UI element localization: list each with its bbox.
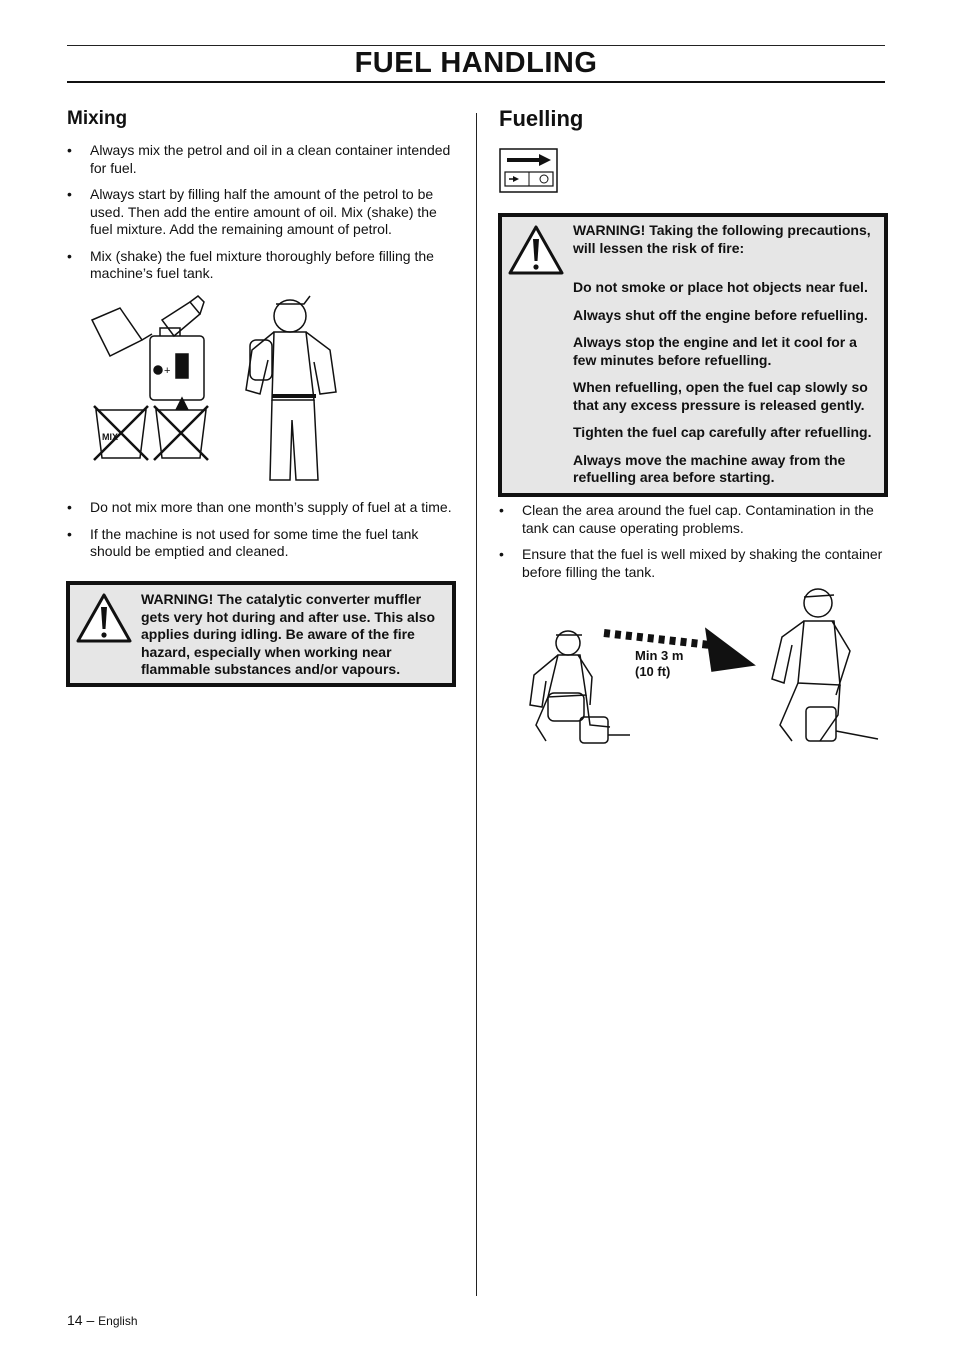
fuelling-bullet-list (499, 502, 887, 590)
fire-warning-item: Do not smoke or place hot objects near fuel. (573, 279, 868, 295)
fire-warning-item: Tighten the fuel cap carefully after refuelling. (573, 424, 872, 440)
list-item: • Always start by filling half the amount of the petrol to be used. Then add the entire amount of oil. Mix (shake) the fuel mixture. Add the remaining amount of petrol. (67, 186, 457, 239)
mixing-heading: Mixing (67, 108, 128, 129)
distance-label: Min 3 m (635, 648, 684, 663)
list-item: • Clean the area around the fuel cap. Contamination in the tank can cause operating problems. (499, 502, 887, 537)
refuel-distance-illustration (520, 585, 882, 747)
page-footer (67, 1312, 138, 1328)
muffler-warning-text: WARNING! The catalytic converter muffler gets very hot during and after use. This also applies during idling. Be aware of the fire hazard, especially when working near flammable substances and/or vapours. (141, 591, 436, 677)
list-item: • Do not mix more than one month’s supply of fuel at a time. (67, 499, 457, 517)
mixing-bullet-list (67, 142, 457, 292)
list-item: • If the machine is not used for some time the fuel tank should be emptied and cleaned. (67, 526, 457, 561)
distance-label-imperial: (10 ft) (635, 664, 671, 679)
refuel-symbol-icon (499, 148, 559, 194)
header-bottom-rule (67, 81, 885, 83)
footer-language: English (98, 1314, 138, 1328)
fire-warning-item: Always move the machine away from the refuelling area before starting. (573, 451, 846, 485)
fuel-mixing-illustration (90, 290, 350, 490)
fuelling-heading: Fuelling (499, 106, 584, 131)
list-item: • Mix (shake) the fuel mixture thoroughly before filling the machine’s fuel tank. (67, 248, 457, 283)
muffler-warning-box (66, 581, 456, 687)
svg-text:+: + (164, 365, 171, 377)
fire-warning-item: When refuelling, open the fuel cap slowly so that any excess pressure is released gently. (573, 379, 868, 413)
warning-triangle-icon (74, 591, 134, 645)
mixing-bullet-list-2 (67, 499, 457, 570)
column-divider (476, 113, 477, 1296)
fire-warning-lead: WARNING! Taking the following precautions, will lessen the risk of fire: (573, 222, 871, 256)
fire-warning-item: Always shut off the engine before refuelling. (573, 306, 868, 323)
fire-warning-box (498, 213, 888, 497)
list-item: • Always mix the petrol and oil in a clean container intended for fuel. (67, 142, 457, 177)
warning-triangle-icon (506, 223, 566, 277)
fire-warning-item: Always stop the engine and let it cool for a few minutes before refuelling. (573, 334, 857, 368)
mix-label: MIX (102, 432, 119, 442)
footer-separator: – (86, 1312, 95, 1328)
page-title: FUEL HANDLING (354, 47, 598, 79)
page-number: 14 (67, 1312, 83, 1328)
list-item: • Ensure that the fuel is well mixed by shaking the container before filling the tank. (499, 546, 887, 581)
